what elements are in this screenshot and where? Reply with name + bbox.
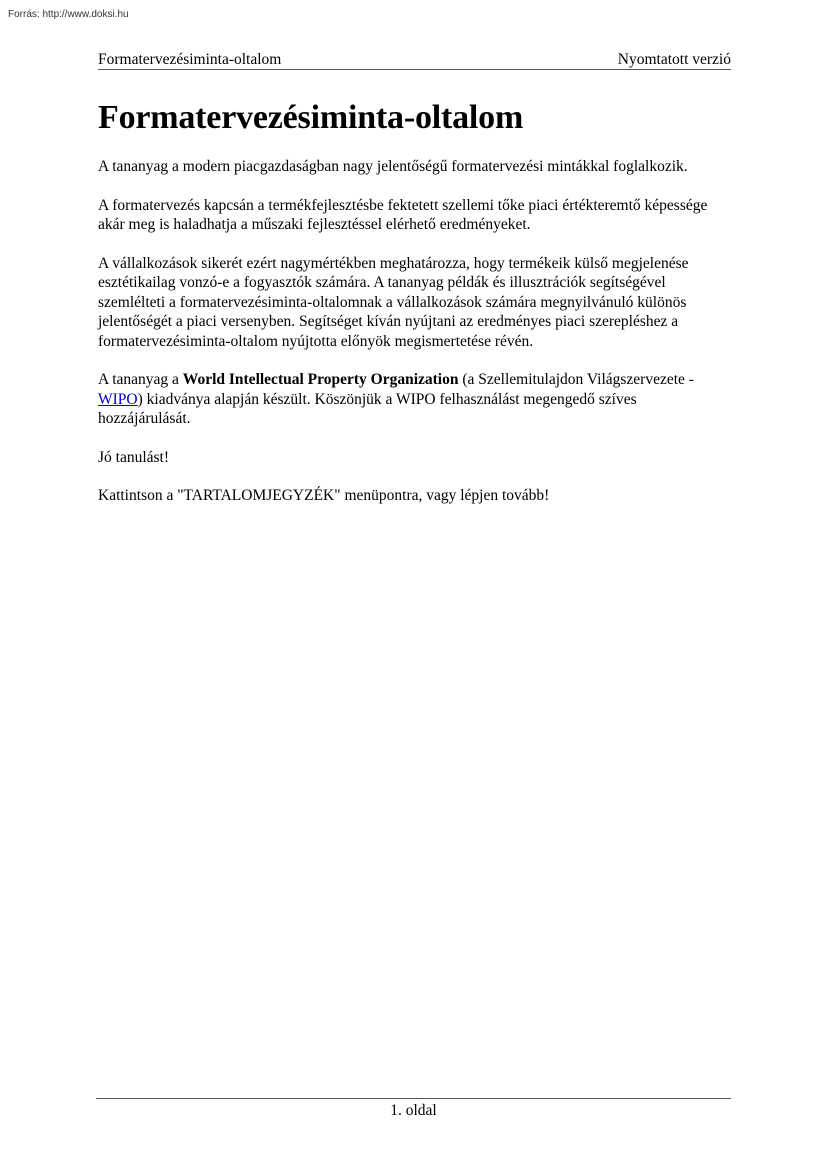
page-header <box>98 50 731 70</box>
main-content <box>98 97 723 525</box>
paragraph-navigation-hint: Kattintson a "TARTALOMJEGYZÉK" menüpontra, vagy lépjen tovább! <box>98 487 550 504</box>
paragraph-intro: A tananyag a modern piacgazdaságban nagy jelentőségű formatervezési mintákkal foglalkozik. <box>98 158 688 175</box>
wipo-organization-name: World Intellectual Property Organization <box>182 371 459 388</box>
header-title: Formatervezésiminta-oltalom <box>98 51 282 68</box>
paragraph-business-success: A vállalkozások sikerét ezért nagymértékben meghatározza, hogy termékeik külső megjelenése esztétikailag vonzó-e a fogyasztók számára. A tananyag példák és illusztrációk segítségével szemlélteti a formatervezésiminta-oltalomnak a vállalkozások számára megnyilvánuló különös jelentőségét a piaci versenyben. Segítséget kíván nyújtani az eredményes piaci szerepléshez a formatervezésiminta-oltalom nyújtotta előnyök megismertetése révén. <box>98 254 689 350</box>
paragraph-wipo-credit <box>98 370 723 429</box>
page-footer <box>96 1098 731 1120</box>
page-title: Formatervezésiminta-oltalom <box>98 99 524 136</box>
paragraph-design-value: A formatervezés kapcsán a termékfejlesztésbe fektetett szellemi tőke piaci értékteremtő képessége akár meg is haladhatja a műszaki fejlesztéssel elérhető eredményeket. <box>98 196 708 233</box>
page-number: 1. oldal <box>390 1102 437 1119</box>
wipo-link[interactable]: WIPO <box>98 390 138 408</box>
wipo-text-middle: (a Szellemitulajdon Világszervezete - <box>458 371 694 388</box>
wipo-text-after: ) kiadványa alapján készült. Köszönjük a WIPO felhasználást megengedő szíves hozzájárulását. <box>98 390 637 427</box>
wipo-text-before: A tananyag a <box>98 371 183 388</box>
header-print-version: Nyomtatott verzió <box>617 51 731 68</box>
paragraph-good-luck: Jó tanulást! <box>98 448 170 466</box>
source-note: Forrás: http://www.doksi.hu <box>8 9 129 20</box>
